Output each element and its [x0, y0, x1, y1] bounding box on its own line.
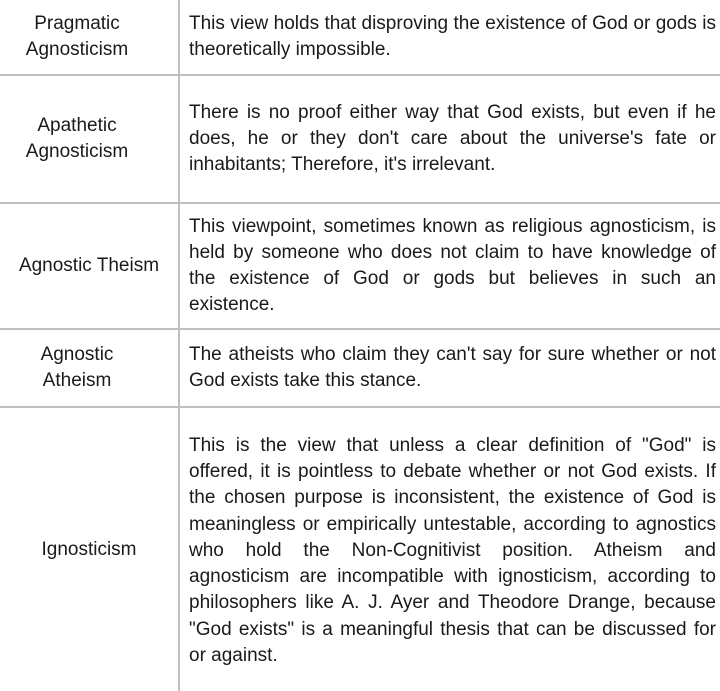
definition-cell — [189, 210, 716, 322]
definition-cell — [189, 84, 716, 194]
term-cell: Pragmatic Agnosticism — [25, 13, 129, 60]
definition-cell — [189, 416, 716, 686]
definition-text: The atheists who claim they can't say for sure whether or not God exists take this stance. — [189, 343, 716, 391]
term-cell: Ignosticism — [41, 538, 137, 560]
term-cell: Agnostic Theism — [18, 255, 160, 276]
definition-text: This is the view that unless a clear definition of "God" is offered, it is pointless to debate whether or not God exists. If the chosen purpose is inconsistent, the existence of God is meaningless or empirically untestable, according to agnostics who hold the Non-Cognitivist position. Atheism and agnosticism are incompatible with ignosticism, according to philosophers like A. J. Ayer and Theodore Drange, because "God exists" is a meaningful thesis that can be discussed for or against. — [189, 435, 716, 666]
definition-text: This viewpoint, sometimes known as religious agnosticism, is held by someone who does not claim to have knowledge of the existence of God or gods but believes in such an existence. — [189, 215, 716, 316]
definition-cell — [189, 336, 716, 400]
definition-text: This view holds that disproving the existence of God or gods is theoretically impossible. — [189, 12, 716, 60]
definition-cell — [189, 5, 716, 69]
definition-text: There is no proof either way that God exists, but even if he does, he or they don't care about the universe's fate or inhabitants; Therefore, it's irrelevant. — [189, 101, 716, 176]
term-cell: Apathetic Agnosticism — [25, 115, 129, 162]
term-cell: Agnostic Atheism — [40, 344, 114, 391]
